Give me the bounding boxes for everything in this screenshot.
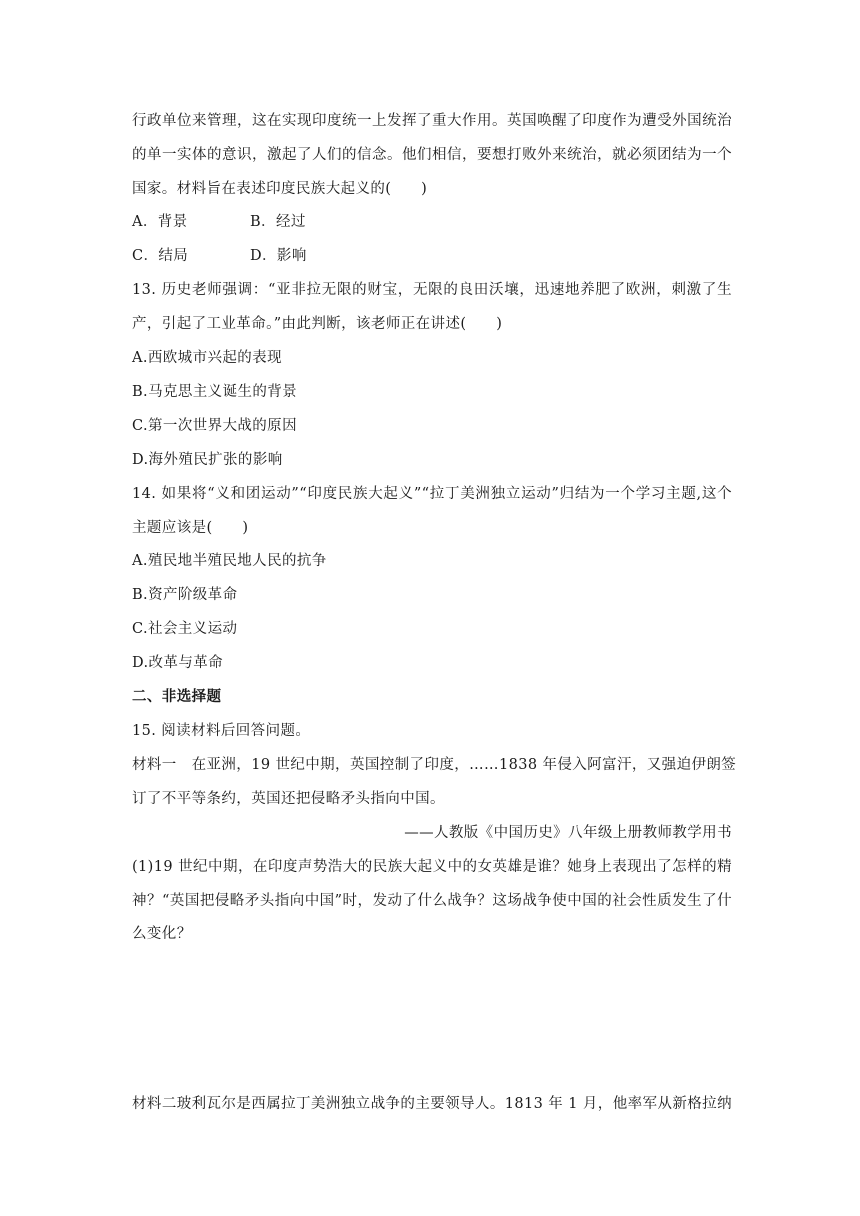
q12-stem-line-2: 的单一实体的意识，激起了人们的信念。他们相信，要想打败外来统治，就必须团结为一个 bbox=[132, 147, 732, 163]
q12-option-d[interactable]: D．影响 bbox=[250, 248, 307, 264]
material1-source: ——人教版《中国历史》八年级上册教师教学用书 bbox=[404, 825, 732, 841]
q13-stem-line-1: 13. 历史老师强调：“亚非拉无限的财宝，无限的良田沃壤，迅速地养肥了欧洲，刺激了生 bbox=[132, 282, 732, 298]
q12-option-a[interactable]: A．背景 bbox=[132, 214, 188, 230]
q15-stem: 15. 阅读材料后回答问题。 bbox=[132, 723, 311, 739]
q13-option-b[interactable]: B.马克思主义诞生的背景 bbox=[132, 384, 298, 400]
q14-stem-line-1: 14. 如果将“义和团运动”“印度民族大起义”“拉丁美洲独立运动”归结为一个学习主题,这个 bbox=[132, 486, 732, 502]
material1-line-1: 材料一 在亚洲，19 世纪中期，英国控制了印度，……1838 年侵入阿富汗，又强迫伊朗签 bbox=[132, 757, 737, 773]
q13-option-d[interactable]: D.海外殖民扩张的影响 bbox=[132, 452, 283, 468]
material2-line: 材料二玻利瓦尔是西属拉丁美洲独立战争的主要领导人。1813 年 1 月，他率军从新格拉纳 bbox=[132, 1096, 732, 1112]
section-heading: 二、非选择题 bbox=[132, 688, 222, 705]
q14-stem-line-2: 主题应该是( ) bbox=[132, 520, 249, 536]
q12-option-row-1 bbox=[132, 212, 732, 232]
q14-option-d[interactable]: D.改革与革命 bbox=[132, 655, 224, 671]
q12-stem-line-1: 行政单位来管理，这在实现印度统一上发挥了重大作用。英国唤醒了印度作为遭受外国统治 bbox=[132, 113, 732, 129]
q12-option-row-2 bbox=[132, 246, 732, 266]
q13-option-a[interactable]: A.西欧城市兴起的表现 bbox=[132, 350, 282, 366]
q14-option-a[interactable]: A.殖民地半殖民地人民的抗争 bbox=[132, 553, 327, 569]
q13-stem-line-2: 产，引起了工业革命。”由此判断，该老师正在讲述( ) bbox=[132, 316, 503, 332]
sub1-line-3: 么变化？ bbox=[132, 926, 192, 942]
q12-option-c[interactable]: C．结局 bbox=[132, 248, 189, 264]
q14-option-c[interactable]: C.社会主义运动 bbox=[132, 621, 238, 637]
sub1-line-2: 神？“英国把侵略矛头指向中国”时，发动了什么战争？这场战争使中国的社会性质发生了什 bbox=[132, 893, 732, 909]
q12-stem-line-3: 国家。材料旨在表述印度民族大起义的( ) bbox=[132, 181, 428, 197]
q13-option-c[interactable]: C.第一次世界大战的原因 bbox=[132, 418, 297, 434]
sub1-line-1: (1)19 世纪中期，在印度声势浩大的民族大起义中的女英雄是谁？她身上表现出了怎样的精 bbox=[132, 859, 732, 875]
q12-option-b[interactable]: B．经过 bbox=[250, 214, 306, 230]
material1-line-2: 订了不平等条约，英国还把侵略矛头指向中国。 bbox=[132, 791, 445, 807]
q14-option-b[interactable]: B.资产阶级革命 bbox=[132, 587, 238, 603]
